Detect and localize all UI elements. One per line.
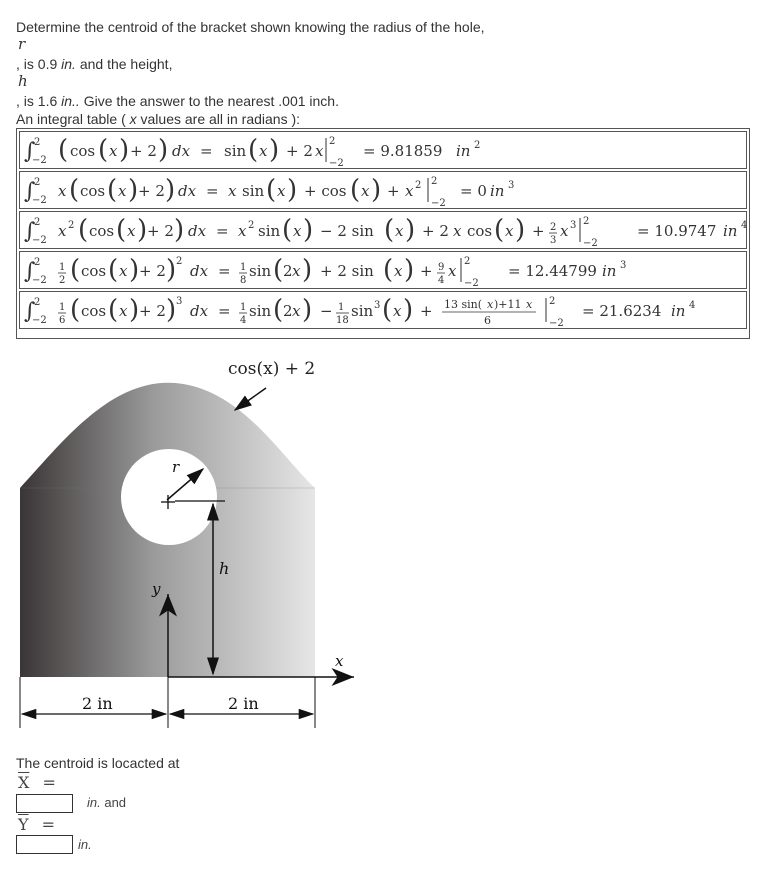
svg-text:3: 3 (374, 300, 381, 311)
svg-text:cos: cos (89, 222, 115, 240)
integral-row-3 (19, 211, 747, 249)
svg-text:13 sin(: 13 sin( (444, 298, 483, 311)
svg-text:(: ( (273, 255, 284, 285)
svg-text:−2: −2 (32, 275, 47, 286)
svg-text:4: 4 (240, 315, 247, 326)
svg-text:x: x (394, 262, 403, 280)
svg-text:dx: dx (190, 302, 209, 320)
var-r: r (18, 35, 26, 53)
svg-text:x: x (109, 142, 118, 160)
svg-text:x: x (526, 298, 533, 311)
ybar-equals: = (41, 815, 56, 834)
svg-text:2: 2 (59, 275, 66, 286)
svg-text:9: 9 (438, 262, 445, 273)
svg-text:): ) (302, 295, 313, 325)
svg-text:): ) (166, 255, 177, 285)
svg-text:− 2 sin: − 2 sin (320, 222, 374, 240)
svg-text:= 0: = 0 (460, 182, 487, 200)
svg-text:x: x (238, 222, 247, 240)
question-line-3-tail: Give the answer to the nearest .001 inch. (79, 93, 339, 109)
svg-text:=: = (216, 222, 229, 240)
svg-text:cos: cos (81, 262, 107, 280)
svg-text:2: 2 (34, 297, 41, 308)
svg-text:cos: cos (81, 302, 107, 320)
svg-text:3: 3 (508, 180, 515, 191)
xbar-symbol: $\overline{X}$ (18, 773, 30, 792)
hole (121, 449, 217, 545)
and-text: and (100, 795, 127, 810)
question-line-2 (16, 55, 172, 73)
svg-text:4: 4 (438, 275, 445, 286)
svg-text:x: x (259, 142, 268, 160)
svg-text:): ) (119, 135, 130, 165)
xbar-unit-text: in. (87, 795, 101, 810)
radius-label: r (172, 458, 180, 476)
svg-text:2: 2 (283, 302, 293, 320)
xbar-label (18, 773, 56, 792)
table-intro (16, 110, 300, 128)
svg-text:dx: dx (188, 222, 207, 240)
svg-text:2: 2 (583, 216, 590, 227)
svg-text:sin: sin (242, 182, 265, 200)
svg-text:2: 2 (549, 296, 556, 307)
svg-text:2: 2 (68, 220, 75, 231)
y-axis-label: y (152, 580, 161, 598)
svg-text:2: 2 (34, 137, 41, 148)
svg-text:2: 2 (474, 140, 481, 151)
svg-text:6: 6 (484, 314, 491, 327)
ybar-unit: in. (78, 837, 92, 852)
svg-text:+ cos: + cos (304, 182, 347, 200)
svg-text:(: ( (58, 135, 69, 165)
svg-text:(: ( (78, 215, 89, 245)
integral-row-4 (19, 251, 747, 289)
table-intro-var: x (129, 111, 137, 127)
svg-text:+: + (387, 182, 400, 200)
svg-text:−2: −2 (32, 195, 47, 206)
svg-text:(: ( (107, 175, 118, 205)
ybar-symbol: $\overline{Y}$ (18, 815, 29, 834)
svg-text:x: x (453, 222, 462, 240)
integral-table (16, 128, 750, 339)
ybar-label (18, 815, 55, 834)
svg-text:sin: sin (249, 262, 272, 280)
svg-text:2: 2 (464, 256, 471, 267)
svg-text:x: x (119, 262, 128, 280)
dim-left-label: 2 in (82, 694, 113, 713)
svg-text:cos: cos (467, 222, 493, 240)
svg-text:): ) (403, 295, 414, 325)
svg-text:cos: cos (70, 142, 96, 160)
question-line-2-text: , is 0.9 (16, 56, 62, 72)
svg-text:+: + (420, 262, 433, 280)
xbar-unit (87, 795, 126, 810)
svg-text:x: x (487, 298, 494, 311)
svg-text:x: x (395, 222, 404, 240)
svg-text:+ 2: + 2 (286, 142, 313, 160)
svg-text:= 9.81859: = 9.81859 (363, 142, 443, 160)
svg-text:+ 2: + 2 (422, 222, 449, 240)
svg-text:x: x (292, 262, 301, 280)
svg-text:+ 2: + 2 (147, 222, 174, 240)
ybar-input[interactable] (16, 835, 73, 854)
answer-intro: The centroid is locacted at (16, 755, 180, 771)
height-label: h (219, 559, 230, 578)
svg-text:1: 1 (240, 262, 247, 273)
svg-text:4: 4 (689, 300, 696, 311)
svg-text:2: 2 (248, 220, 255, 231)
svg-text:(: ( (116, 215, 127, 245)
svg-text:): ) (165, 175, 176, 205)
unit-in: in. (61, 56, 76, 72)
svg-text:1: 1 (240, 302, 247, 313)
svg-text:(: ( (108, 295, 119, 325)
svg-text:3: 3 (620, 260, 627, 271)
svg-text:2: 2 (176, 256, 183, 267)
svg-text:=: = (206, 182, 219, 200)
unit-in-2: in.. (61, 93, 80, 109)
svg-text:−2: −2 (549, 318, 564, 329)
svg-text:(: ( (98, 135, 109, 165)
svg-text:in: in (602, 262, 617, 280)
svg-text:2: 2 (431, 176, 438, 187)
svg-text:x: x (560, 222, 569, 240)
svg-text:+: + (532, 222, 545, 240)
svg-text:2: 2 (34, 177, 41, 188)
svg-text:3: 3 (550, 235, 557, 246)
svg-text:x: x (505, 222, 514, 240)
svg-text:x: x (58, 182, 67, 200)
svg-text:6: 6 (59, 315, 66, 326)
svg-text:): ) (371, 175, 382, 205)
svg-text:): ) (303, 215, 314, 245)
svg-text:−2: −2 (431, 198, 446, 209)
svg-text:2: 2 (283, 262, 293, 280)
svg-text:(: ( (494, 215, 505, 245)
bracket-figure (0, 350, 771, 740)
svg-text:−2: −2 (32, 315, 47, 326)
svg-text:): ) (515, 215, 526, 245)
svg-text:(: ( (282, 215, 293, 245)
integral-row-2 (19, 171, 747, 209)
svg-text:−2: −2 (329, 158, 344, 169)
svg-text:(: ( (383, 255, 394, 285)
svg-text:(: ( (70, 295, 81, 325)
svg-text:x: x (315, 142, 324, 160)
svg-text:(: ( (248, 135, 259, 165)
question-line-3-text: , is 1.6 (16, 93, 62, 109)
svg-text:+: + (420, 302, 433, 320)
svg-text:x: x (277, 182, 286, 200)
svg-text:3: 3 (570, 220, 577, 231)
svg-text:): ) (166, 295, 177, 325)
svg-text:(: ( (70, 255, 81, 285)
xbar-input[interactable] (16, 794, 73, 813)
svg-text:+ 2: + 2 (130, 142, 157, 160)
svg-text:1: 1 (59, 302, 66, 313)
svg-text:8: 8 (240, 275, 247, 286)
question-line-1: Determine the centroid of the bracket shown knowing the radius of the hole, (16, 19, 485, 35)
svg-text:dx: dx (190, 262, 209, 280)
svg-text:2: 2 (415, 180, 422, 191)
svg-text:= 21.6234: = 21.6234 (582, 302, 662, 320)
svg-text:): ) (129, 255, 140, 285)
question-line-2-tail: and the height, (75, 56, 173, 72)
svg-text:−: − (320, 302, 333, 320)
svg-text:18: 18 (336, 315, 349, 326)
svg-text:in: in (723, 222, 738, 240)
svg-text:dx: dx (172, 142, 191, 160)
svg-text:)+11: )+11 (494, 298, 522, 311)
svg-text:dx: dx (178, 182, 197, 200)
svg-text:x: x (292, 302, 301, 320)
svg-text:cos: cos (80, 182, 106, 200)
svg-text:∫: ∫ (24, 259, 36, 284)
svg-text:sin: sin (224, 142, 247, 160)
svg-text:x: x (58, 222, 67, 240)
svg-text:x: x (118, 182, 127, 200)
svg-text:2: 2 (34, 257, 41, 268)
svg-text:−2: −2 (32, 235, 47, 246)
svg-text:(: ( (382, 295, 393, 325)
svg-text:sin: sin (249, 302, 272, 320)
svg-text:1: 1 (338, 302, 345, 313)
integral-row-1 (19, 131, 747, 169)
svg-text:4: 4 (741, 220, 748, 231)
svg-text:(: ( (350, 175, 361, 205)
svg-text:x: x (293, 222, 302, 240)
svg-text:+ 2: + 2 (138, 182, 165, 200)
svg-text:−2: −2 (32, 155, 47, 166)
svg-text:): ) (405, 215, 416, 245)
svg-text:(: ( (384, 215, 395, 245)
svg-text:+ 2: + 2 (139, 302, 166, 320)
svg-text:x: x (119, 302, 128, 320)
svg-text:(: ( (273, 295, 284, 325)
svg-text:= 10.9747: = 10.9747 (637, 222, 717, 240)
svg-text:x: x (393, 302, 402, 320)
svg-text:2: 2 (550, 222, 557, 233)
svg-text:x: x (448, 262, 457, 280)
svg-text:): ) (128, 175, 139, 205)
integral-row-5 (19, 291, 747, 329)
svg-text:2: 2 (329, 136, 336, 147)
svg-text:sin: sin (351, 302, 374, 320)
svg-text:= 12.44799: = 12.44799 (508, 262, 597, 280)
svg-text:): ) (137, 215, 148, 245)
svg-text:∫: ∫ (24, 219, 36, 244)
table-intro-text: An integral table ( (16, 111, 130, 127)
var-h: h (18, 72, 28, 90)
svg-text:): ) (269, 135, 280, 165)
x-axis-label: x (335, 652, 344, 670)
svg-text:=: = (218, 302, 231, 320)
svg-text:(: ( (69, 175, 80, 205)
svg-text:): ) (287, 175, 298, 205)
svg-text:−2: −2 (464, 278, 479, 289)
curve-arrow (235, 388, 266, 410)
svg-text:): ) (404, 255, 415, 285)
dim-right-label: 2 in (228, 694, 259, 713)
svg-text:∫: ∫ (24, 139, 36, 164)
svg-text:x: x (127, 222, 136, 240)
question-line-3 (16, 92, 339, 110)
xbar-equals: = (42, 773, 56, 792)
svg-text:(: ( (108, 255, 119, 285)
table-intro-tail: values are all in radians ): (136, 111, 301, 127)
svg-text:): ) (302, 255, 313, 285)
svg-text:in: in (456, 142, 471, 160)
svg-text:in: in (671, 302, 686, 320)
svg-text:2: 2 (34, 217, 41, 228)
svg-text:−2: −2 (583, 238, 598, 249)
svg-text:(: ( (266, 175, 277, 205)
svg-text:=: = (218, 262, 231, 280)
svg-text:): ) (129, 295, 140, 325)
svg-text:sin: sin (258, 222, 281, 240)
svg-text:3: 3 (176, 296, 183, 307)
svg-text:∫: ∫ (24, 299, 36, 324)
svg-text:): ) (174, 215, 185, 245)
svg-text:∫: ∫ (24, 179, 36, 204)
svg-text:1: 1 (59, 262, 66, 273)
svg-text:x: x (228, 182, 237, 200)
svg-text:x: x (405, 182, 414, 200)
svg-text:x: x (361, 182, 370, 200)
svg-text:in: in (490, 182, 505, 200)
curve-label: cos(x) + 2 (228, 359, 316, 379)
svg-text:=: = (200, 142, 213, 160)
svg-text:): ) (158, 135, 169, 165)
svg-text:+ 2: + 2 (139, 262, 166, 280)
svg-text:+ 2 sin: + 2 sin (320, 262, 374, 280)
